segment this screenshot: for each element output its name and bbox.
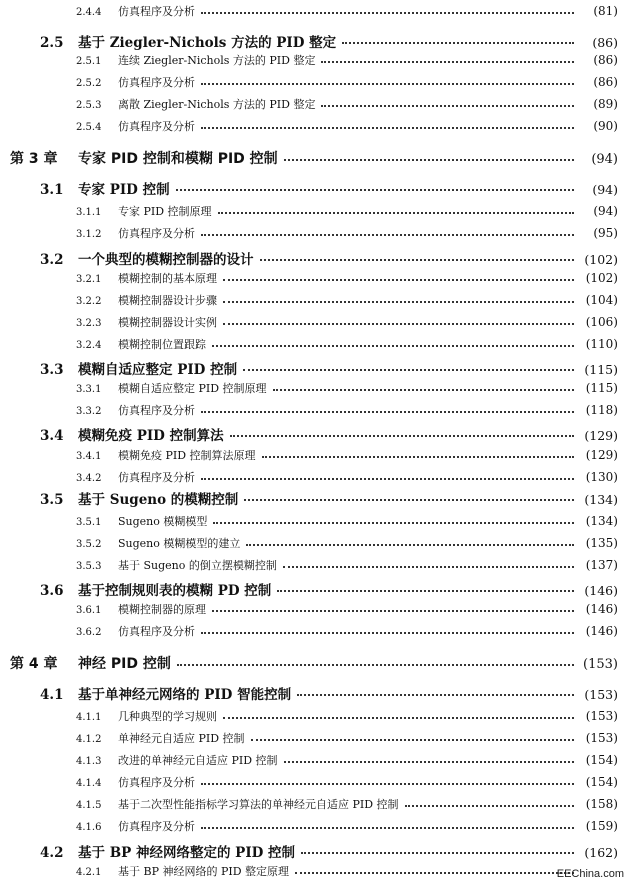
entry-page-number: (129) [584,428,618,443]
leader-dots [201,827,574,829]
entry-title: 基于 Ziegler-Nichols 方法的 PID 整定 [78,35,337,51]
leader-dots [223,279,574,281]
entry-page-number: (102) [585,271,618,285]
toc-entry-sub[interactable] [0,752,630,768]
toc-entry-section[interactable] [0,488,630,508]
entry-title: 基于二次型性能指标学习算法的单神经元自适应 PID 控制 [118,798,399,811]
entry-number: 4.1.2 [76,734,102,745]
entry-title: 仿真程序及分析 [118,227,195,240]
entry-page-number: (153) [585,709,618,723]
leader-dots [218,212,574,214]
entry-page-number: (118) [585,403,618,417]
entry-number: 3.1.1 [76,207,102,218]
entry-page-number: (115) [585,381,618,395]
entry-number: 4.1.6 [76,822,102,833]
entry-page-number: (115) [584,362,618,377]
toc-entry-sub[interactable] [0,708,630,724]
entry-title: 仿真程序及分析 [118,5,195,18]
leader-dots [251,739,574,741]
entry-number: 3.6.2 [76,627,102,638]
entry-page-number: (135) [585,536,618,550]
leader-dots [243,369,574,371]
entry-number: 3.4.1 [76,451,102,462]
entry-number: 2.5.2 [76,78,102,89]
entry-title: 单神经元自适应 PID 控制 [118,732,245,745]
entry-page-number: (158) [585,797,618,811]
entry-number: 3.2.2 [76,296,102,307]
leader-dots [284,159,574,161]
entry-title: 基于控制规则表的模糊 PD 控制 [78,583,272,599]
entry-title: 仿真程序及分析 [118,820,195,833]
entry-number: 2.5.3 [76,100,102,111]
entry-number: 3.2.1 [76,274,102,285]
toc-entry-sub[interactable] [0,601,630,617]
entry-number: 2.5.1 [76,56,102,67]
toc-entry-sub[interactable] [0,336,630,352]
toc-entry-section[interactable] [0,358,630,378]
leader-dots [342,42,574,44]
leader-dots [321,105,574,107]
entry-page-number: (153) [585,731,618,745]
entry-title: 模糊控制器的原理 [118,603,206,616]
leader-dots [201,478,574,480]
leader-dots [277,590,574,592]
entry-number: 4.1.1 [76,712,102,723]
leader-dots [177,664,574,666]
leader-dots [284,761,574,763]
entry-number: 2.5.4 [76,122,102,133]
entry-number: 3.6 [40,583,64,599]
toc-entry-sub[interactable] [0,796,630,812]
toc-entry-sub[interactable] [0,818,630,834]
toc-entry-section[interactable] [0,248,630,268]
entry-number: 3.1.2 [76,229,102,240]
entry-title: 基于 Sugeno 的模糊控制 [78,492,239,508]
leader-dots [201,783,574,785]
entry-number: 4.1.4 [76,778,102,789]
entry-page-number: (159) [585,819,618,833]
leader-dots [230,435,574,437]
entry-number: 3.5 [40,492,64,508]
entry-number: 3.3.2 [76,406,102,417]
leader-dots [201,12,574,14]
leader-dots [262,456,574,458]
entry-page-number: (146) [585,602,618,616]
entry-title: 基于 Sugeno 的倒立摆模糊控制 [118,559,277,572]
entry-number: 2.4.4 [76,7,102,18]
entry-page-number: (162) [584,845,618,860]
leader-dots [295,872,574,874]
toc-entry-sub[interactable] [0,118,630,134]
leader-dots [273,389,574,391]
entry-title: 专家 PID 控制原理 [118,205,212,218]
toc-entry-sub[interactable] [0,3,630,19]
entry-title: 改进的单神经元自适应 PID 控制 [118,754,278,767]
toc-entry-sub[interactable] [0,203,630,219]
entry-number: 4.1 [40,687,64,703]
entry-title: 模糊自适应整定 PID 控制原理 [118,382,267,395]
entry-title: 专家 PID 控制 [78,182,170,198]
entry-title: 几种典型的学习规则 [118,710,217,723]
entry-title: 基于 BP 神经网络整定的 PID 控制 [78,845,296,861]
entry-number: 3.3.1 [76,384,102,395]
entry-number: 3.1 [40,182,64,198]
leader-dots [212,610,574,612]
toc-entry-section[interactable] [0,31,630,51]
leader-dots [201,411,574,413]
leader-dots [260,259,575,261]
entry-page-number: (110) [585,337,618,351]
toc-entry-sub[interactable] [0,314,630,330]
leader-dots [223,323,574,325]
entry-title: 仿真程序及分析 [118,776,195,789]
entry-title: 连续 Ziegler-Nichols 方法的 PID 整定 [118,54,316,67]
entry-page-number: (106) [585,315,618,329]
leader-dots [283,566,574,568]
toc-entry-sub[interactable] [0,557,630,573]
entry-title: 仿真程序及分析 [118,625,195,638]
toc-entry-sub[interactable] [0,74,630,90]
toc-entry-sub[interactable] [0,380,630,396]
leader-dots [405,805,574,807]
toc-entry-sub[interactable] [0,270,630,286]
entry-title: Sugeno 模糊模型的建立 [118,537,241,550]
leader-dots [246,544,574,546]
leader-dots [212,345,574,347]
entry-number: 第 4 章 [10,656,58,672]
entry-page-number: (134) [584,492,618,507]
entry-page-number: (102) [584,252,618,267]
leader-dots [201,234,574,236]
leader-dots [244,499,574,501]
entry-title: 模糊控制的基本原理 [118,272,217,285]
leader-dots [301,852,574,854]
toc-entry-chapter[interactable] [0,653,630,673]
entry-page-number: (95) [593,226,618,240]
entry-page-number: (94) [593,204,618,218]
entry-number: 4.2 [40,845,64,861]
leader-dots [223,717,574,719]
leader-dots [213,522,574,524]
toc-entry-sub[interactable] [0,535,630,551]
entry-number: 4.1.3 [76,756,102,767]
entry-page-number: (146) [584,583,618,598]
entry-page-number: (94) [592,182,618,197]
leader-dots [201,127,574,129]
toc-entry-section[interactable] [0,841,630,861]
entry-number: 3.2 [40,252,64,268]
entry-title: 基于单神经元网络的 PID 智能控制 [78,687,292,703]
toc-entry-sub[interactable] [0,863,630,879]
leader-dots [297,694,574,696]
toc-entry-sub[interactable] [0,52,630,68]
toc-entry-sub[interactable] [0,292,630,308]
entry-number: 第 3 章 [10,151,58,167]
entry-title: 专家 PID 控制和模糊 PID 控制 [78,151,278,167]
toc-entry-chapter[interactable] [0,148,630,168]
toc-entry-sub[interactable] [0,513,630,529]
entry-title: 仿真程序及分析 [118,471,195,484]
entry-number: 3.2.3 [76,318,102,329]
toc-entry-sub[interactable] [0,402,630,418]
entry-number: 3.5.1 [76,517,102,528]
entry-page-number: (86) [593,53,618,67]
toc-entry-section[interactable] [0,683,630,703]
toc-entry-section[interactable] [0,579,630,599]
entry-page-number: (104) [585,293,618,307]
watermark: EEChina.com [556,868,624,880]
toc-entry-sub[interactable] [0,225,630,241]
entry-number: 4.2.1 [76,867,102,878]
entry-page-number: (146) [585,624,618,638]
leader-dots [176,189,574,191]
toc-entry-section[interactable] [0,178,630,198]
entry-title: 模糊免疫 PID 控制算法原理 [118,449,256,462]
entry-number: 3.2.4 [76,340,102,351]
entry-page-number: (86) [592,35,618,50]
entry-number: 4.1.5 [76,800,102,811]
entry-page-number: (129) [585,448,618,462]
entry-number: 3.3 [40,362,64,378]
leader-dots [201,83,574,85]
entry-page-number: (94) [591,152,618,167]
entry-number: 3.4.2 [76,473,102,484]
entry-page-number: (81) [593,4,618,18]
entry-title: 模糊自适应整定 PID 控制 [78,362,238,378]
entry-title: 仿真程序及分析 [118,404,195,417]
entry-page-number: (153) [583,657,618,672]
toc-entry-sub[interactable] [0,774,630,790]
entry-title: 模糊控制器设计实例 [118,316,217,329]
entry-page-number: (86) [593,75,618,89]
leader-dots [321,61,574,63]
entry-page-number: (153) [584,687,618,702]
toc-entry-sub[interactable] [0,96,630,112]
entry-number: 3.6.1 [76,605,102,616]
entry-title: 模糊控制器设计步骤 [118,294,217,307]
entry-page-number: (137) [585,558,618,572]
entry-page-number: (130) [585,470,618,484]
entry-number: 3.4 [40,428,64,444]
leader-dots [223,301,574,303]
entry-title: 仿真程序及分析 [118,120,195,133]
entry-number: 2.5 [40,35,64,51]
entry-page-number: (90) [593,119,618,133]
entry-page-number: (134) [585,514,618,528]
toc-entry-sub[interactable] [0,623,630,639]
entry-page-number: (154) [585,775,618,789]
entry-number: 3.5.3 [76,561,102,572]
toc-entry-section[interactable] [0,424,630,444]
toc-entry-sub[interactable] [0,447,630,463]
entry-page-number: (154) [585,753,618,767]
leader-dots [201,632,574,634]
entry-title: Sugeno 模糊模型 [118,515,208,528]
entry-title: 基于 BP 神经网络的 PID 整定原理 [118,865,290,878]
toc-entry-sub[interactable] [0,469,630,485]
entry-title: 神经 PID 控制 [78,656,171,672]
entry-number: 3.5.2 [76,539,102,550]
entry-page-number: (89) [593,97,618,111]
entry-title: 一个典型的模糊控制器的设计 [78,252,254,268]
entry-title: 模糊免疫 PID 控制算法 [78,428,224,444]
entry-title: 离散 Ziegler-Nichols 方法的 PID 整定 [118,98,316,111]
entry-title: 仿真程序及分析 [118,76,195,89]
entry-title: 模糊控制位置跟踪 [118,338,206,351]
toc-entry-sub[interactable] [0,730,630,746]
